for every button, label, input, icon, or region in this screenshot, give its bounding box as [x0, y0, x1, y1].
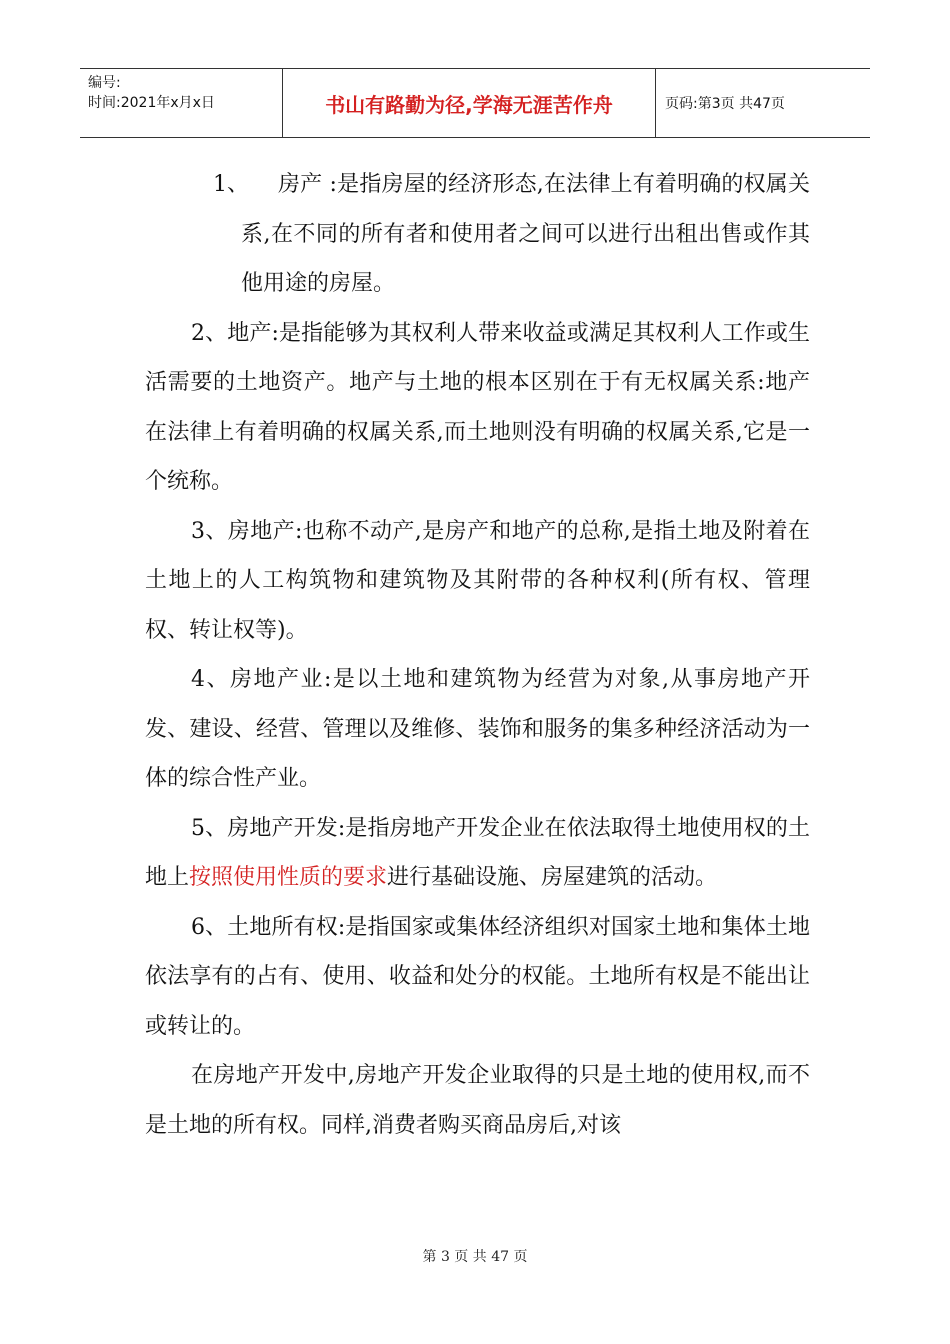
header-motto: 书山有路勤为径,学海无涯苦作舟 — [283, 69, 656, 137]
paragraph-5-end: 进行基础设施、房屋建筑的活动。 — [387, 865, 718, 890]
date-label: 时间:2021年x月x日 — [88, 95, 215, 111]
paragraph-6: 6、土地所有权:是指国家或集体经济组织对国家土地和集体土地依法享有的占有、使用、收益和处分的权能。土地所有权是不能出让或转让的。 — [145, 914, 810, 1039]
paragraph-3: 3、房地产:也称不动产,是房产和地产的总称,是指土地及附着在土地上的人工构筑物和建筑物及其附带的各种权利(所有权、管理权、转让权等)。 — [145, 518, 810, 643]
header-page-info: 页码:第3页 共47页 — [665, 96, 785, 112]
page-header — [80, 68, 870, 138]
item-number: 1、 — [213, 172, 249, 197]
paragraph-7: 在房地产开发中,房地产开发企业取得的只是土地的使用权,而不是土地的所有权。同样,消费者购买商品房后,对该 — [145, 1063, 810, 1138]
definition-text: :是指房屋的经济形态,在法律上有着明确的权属关系,在不同的所有者和使用者之间可以进行出租出售或作其他用途的房屋。 — [241, 172, 810, 296]
paragraph-5-start: 5、房地产开发:是指房地产开发企业在依法取得土地使用权的土地上 — [145, 815, 810, 890]
highlighted-text: 按照使用性质的要求 — [189, 865, 388, 890]
document-body — [145, 160, 810, 1150]
header-meta — [80, 69, 283, 137]
paragraph-4: 4、房地产业:是以土地和建筑物为经营为对象,从事房地产开发、建设、经营、管理以及维修、装饰和服务的集多种经济活动为一体的综合性产业。 — [145, 667, 810, 791]
page-footer: 第 3 页 共 47 页 — [422, 1249, 528, 1265]
paragraph-1 — [145, 160, 810, 309]
code-label: 编号: — [88, 75, 121, 91]
paragraph-2: 2、地产:是指能够为其权利人带来收益或满足其权利人工作或生活需要的土地资产。地产与土地的根本区别在于有无权属关系:地产在法律上有着明确的权属关系,而土地则没有明确的权属关系,它是一个统称。 — [145, 320, 810, 494]
paragraph-5 — [145, 804, 810, 903]
term-house-property: 房产 — [278, 172, 323, 197]
